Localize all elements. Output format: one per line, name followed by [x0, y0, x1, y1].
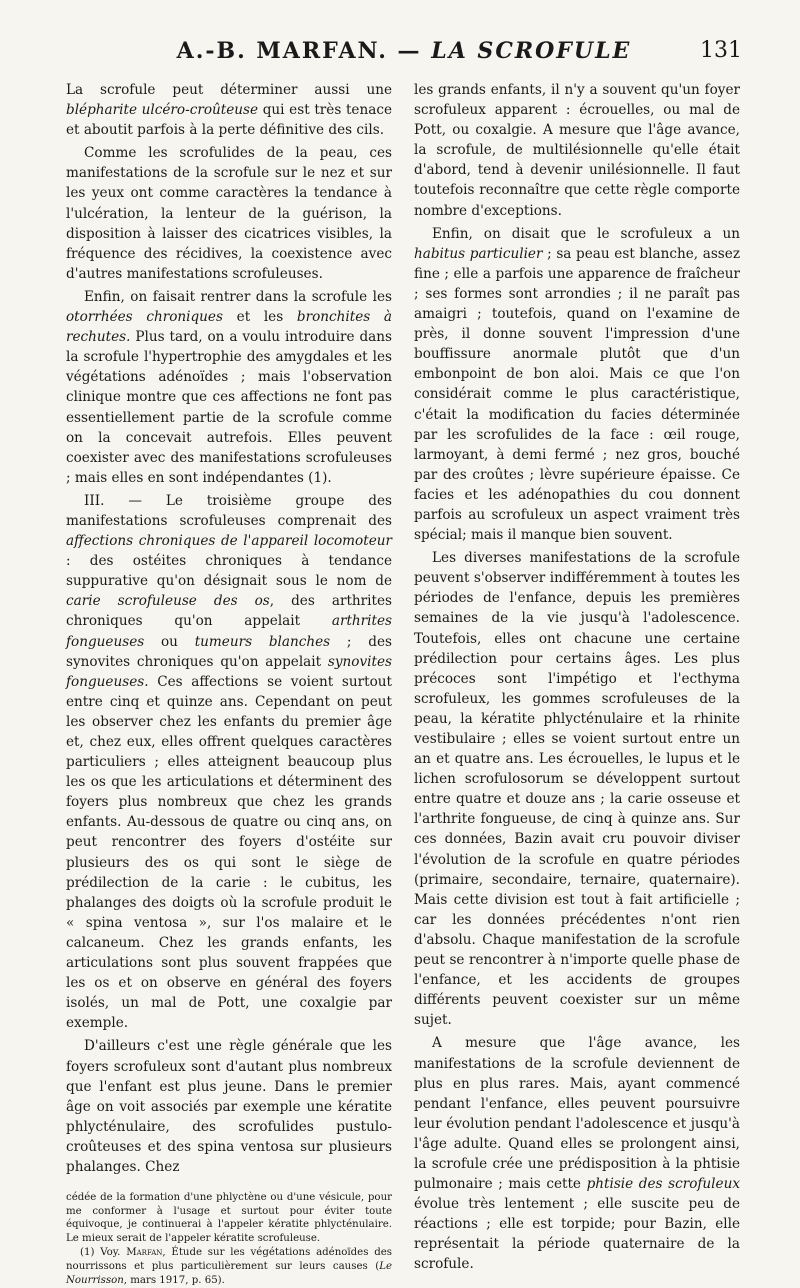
footnotes — [66, 1191, 392, 1287]
page-number: 131 — [700, 38, 742, 63]
header-author: A.-B. MARFAN. — — [176, 38, 422, 64]
paragraph: III. — Le troisième groupe des manifestations scrofuleuses comprenait des affections chroniques de l'appareil locomoteur : des ostéites chroniques à tendance suppurative qu'on désignait sous le nom de carie scrofuleuse des os, des arthrites chroniques qu'on appelait arthrites fongueuses ou tumeurs blanches ; des synovites chroniques qu'on appelait synovites fongueuses. Ces affections se voient surtout entre cinq et quinze ans. Cependant on peut les observer chez les enfants du premier âge et, chez eux, elles offrent quelques caractères particuliers ; elles atteignent beaucoup plus les os que les articulations et déterminent des foyers plus nombreux que chez les grands enfants. Au-dessous de quatre ou cinq ans, on peut rencontrer des foyers d'ostéite sur plusieurs des os qui sont le siège de prédilection de la carie : le cubitus, les phalanges des doigts où la scrofule produit le « spina ventosa », sur l'os malaire et le calcaneum. Chez les grands enfants, les articulations sont plus souvent frappées que les os et on observe en général des foyers isolés, un mal de Pott, une coxalgie par exemple. — [66, 492, 392, 1032]
footnote-continued: cédée de la formation d'une phlyctène ou d'une vésicule, pour me conformer à l'usage et surtout pour éviter toute équivoque, je continuerai à l'appeler kératite phlycténulaire. Le mieux serait de l'appeler kératite scrofuleuse. — [66, 1192, 392, 1244]
paragraph: A mesure que l'âge avance, les manifestations de la scrofule deviennent de plus en plus rares. Mais, ayant commencé pendant l'enfance, elles peuvent poursuivre leur évolution pendant l'adolescence et jusqu'à l'âge adulte. Quand elles se prolongent ainsi, la scrofule crée une prédisposition à la phtisie pulmonaire ; mais cette phtisie des scrofuleux évolue très lentement ; elle suscite peu de réactions ; elle est torpide; pour Bazin, elle représentait la période quaternaire de la scrofule. — [414, 1035, 740, 1273]
left-column — [66, 80, 392, 1288]
right-column — [414, 80, 740, 1278]
header-subject: LA SCROFULE — [431, 38, 632, 64]
paragraph: D'ailleurs c'est une règle générale que les foyers scrofuleux sont d'autant plus nombreux que l'enfant est plus jeune. Dans le premier âge on voit associés par exemple une kératite phlycténulaire, des scrofulides pustulo-croûteuses et des spina ventosa sur plusieurs phalanges. Chez — [66, 1038, 392, 1175]
paragraph: Enfin, on faisait rentrer dans la scrofule les otorrhées chroniques et les bronchites à rechutes. Plus tard, on a voulu introduire dans la scrofule l'hypertrophie des amygdales et les végétations adénoïdes ; mais l'observation clinique montre que ces affections ne font pas essentiellement partie de la scrofule comme on la concevait autrefois. Elles peuvent coexister avec des manifestations scrofuleuses ; mais elles en sont indépendantes (1). — [66, 288, 393, 486]
paragraph: Comme les scrofulides de la peau, ces manifestations de la scrofule sur le nez et sur les yeux ont comme caractères la tendance à l'ulcération, la lenteur de la guérison, la disposition à laisser des cicatrices visibles, la fréquence des récidives, la coexistence avec d'autres manifestations scrofuleuses. — [66, 145, 392, 282]
paragraph: Les diverses manifestations de la scrofule peuvent s'observer indifféremment à toutes les périodes de l'enfance, depuis les premières semaines de la vie jusqu'à l'adolescence. Toutefois, elles ont chacune une certaine prédilection pour certains âges. Les plus précoces sont l'impétigo et l'ecthyma scrofuleux, les gommes scrofuleuses de la peau, la kératite phlycténulaire et la rhinite vestibulaire ; elles se voient surtout entre un an et quatre ans. Les écrouelles, le lupus et le lichen scrofulosorum se développent surtout entre quatre et douze ans ; la carie osseuse et l'arthrite fongueuse, de cinq à quinze ans. Sur ces données, Bazin avait cru pouvoir diviser l'évolution de la scrofule en quatre périodes (primaire, secondaire, ternaire, quaternaire). Mais cette division est tout à fait artificielle ; car les données précédentes n'ont rien d'absolu. Chaque manifestation de la scrofule peut se rencontrer à n'importe quelle phase de l'enfance, et les accidents de groupes différents peuvent coexister sur un même sujet. — [414, 550, 740, 1029]
running-header — [66, 38, 742, 72]
footnote-1: (1) Voy. Marfan, Étude sur les végétations adénoïdes des nourrissons et plus particulièrement sur leurs causes (Le Nourrisson, mars 1917, p. 65). — [66, 1247, 392, 1286]
paragraph: Enfin, on disait que le scrofuleux a un habitus particulier ; sa peau est blanche, assez fine ; elle a parfois une apparence de fraîcheur ; ses formes sont arrondies ; il ne paraît pas amaigri ; toutefois, quand on l'examine de près, il donne souvent l'impression d'une bouffissure anormale plutôt que d'un embonpoint de bon aloi. Mais ce que l'on considérait comme le plus caractéristique, c'était la modification du facies déterminée par les scrofulides de la face : œil rouge, larmoyant, à demi fermé ; nez gros, bouché par des croûtes ; lèvre supérieure épaisse. Ce facies et les adénopathies du cou donnent parfois au scrofuleux un aspect vraiment très spécial; mais il manque bien souvent. — [414, 225, 740, 544]
header-title — [66, 38, 742, 64]
paragraph: La scrofule peut déterminer aussi une blépharite ulcéro-croûteuse qui est très tenace et aboutit parfois à la perte définitive des cils. — [66, 82, 392, 139]
paragraph: les grands enfants, il n'y a souvent qu'un foyer scrofuleux apparent : écrouelles, ou mal de Pott, ou coxalgie. A mesure que l'âge avance, la scrofule, de multilésionnelle qu'elle était d'abord, tend à devenir unilésionnelle. Il faut toutefois reconnaître que cette règle comporte nombre d'exceptions. — [414, 82, 740, 219]
